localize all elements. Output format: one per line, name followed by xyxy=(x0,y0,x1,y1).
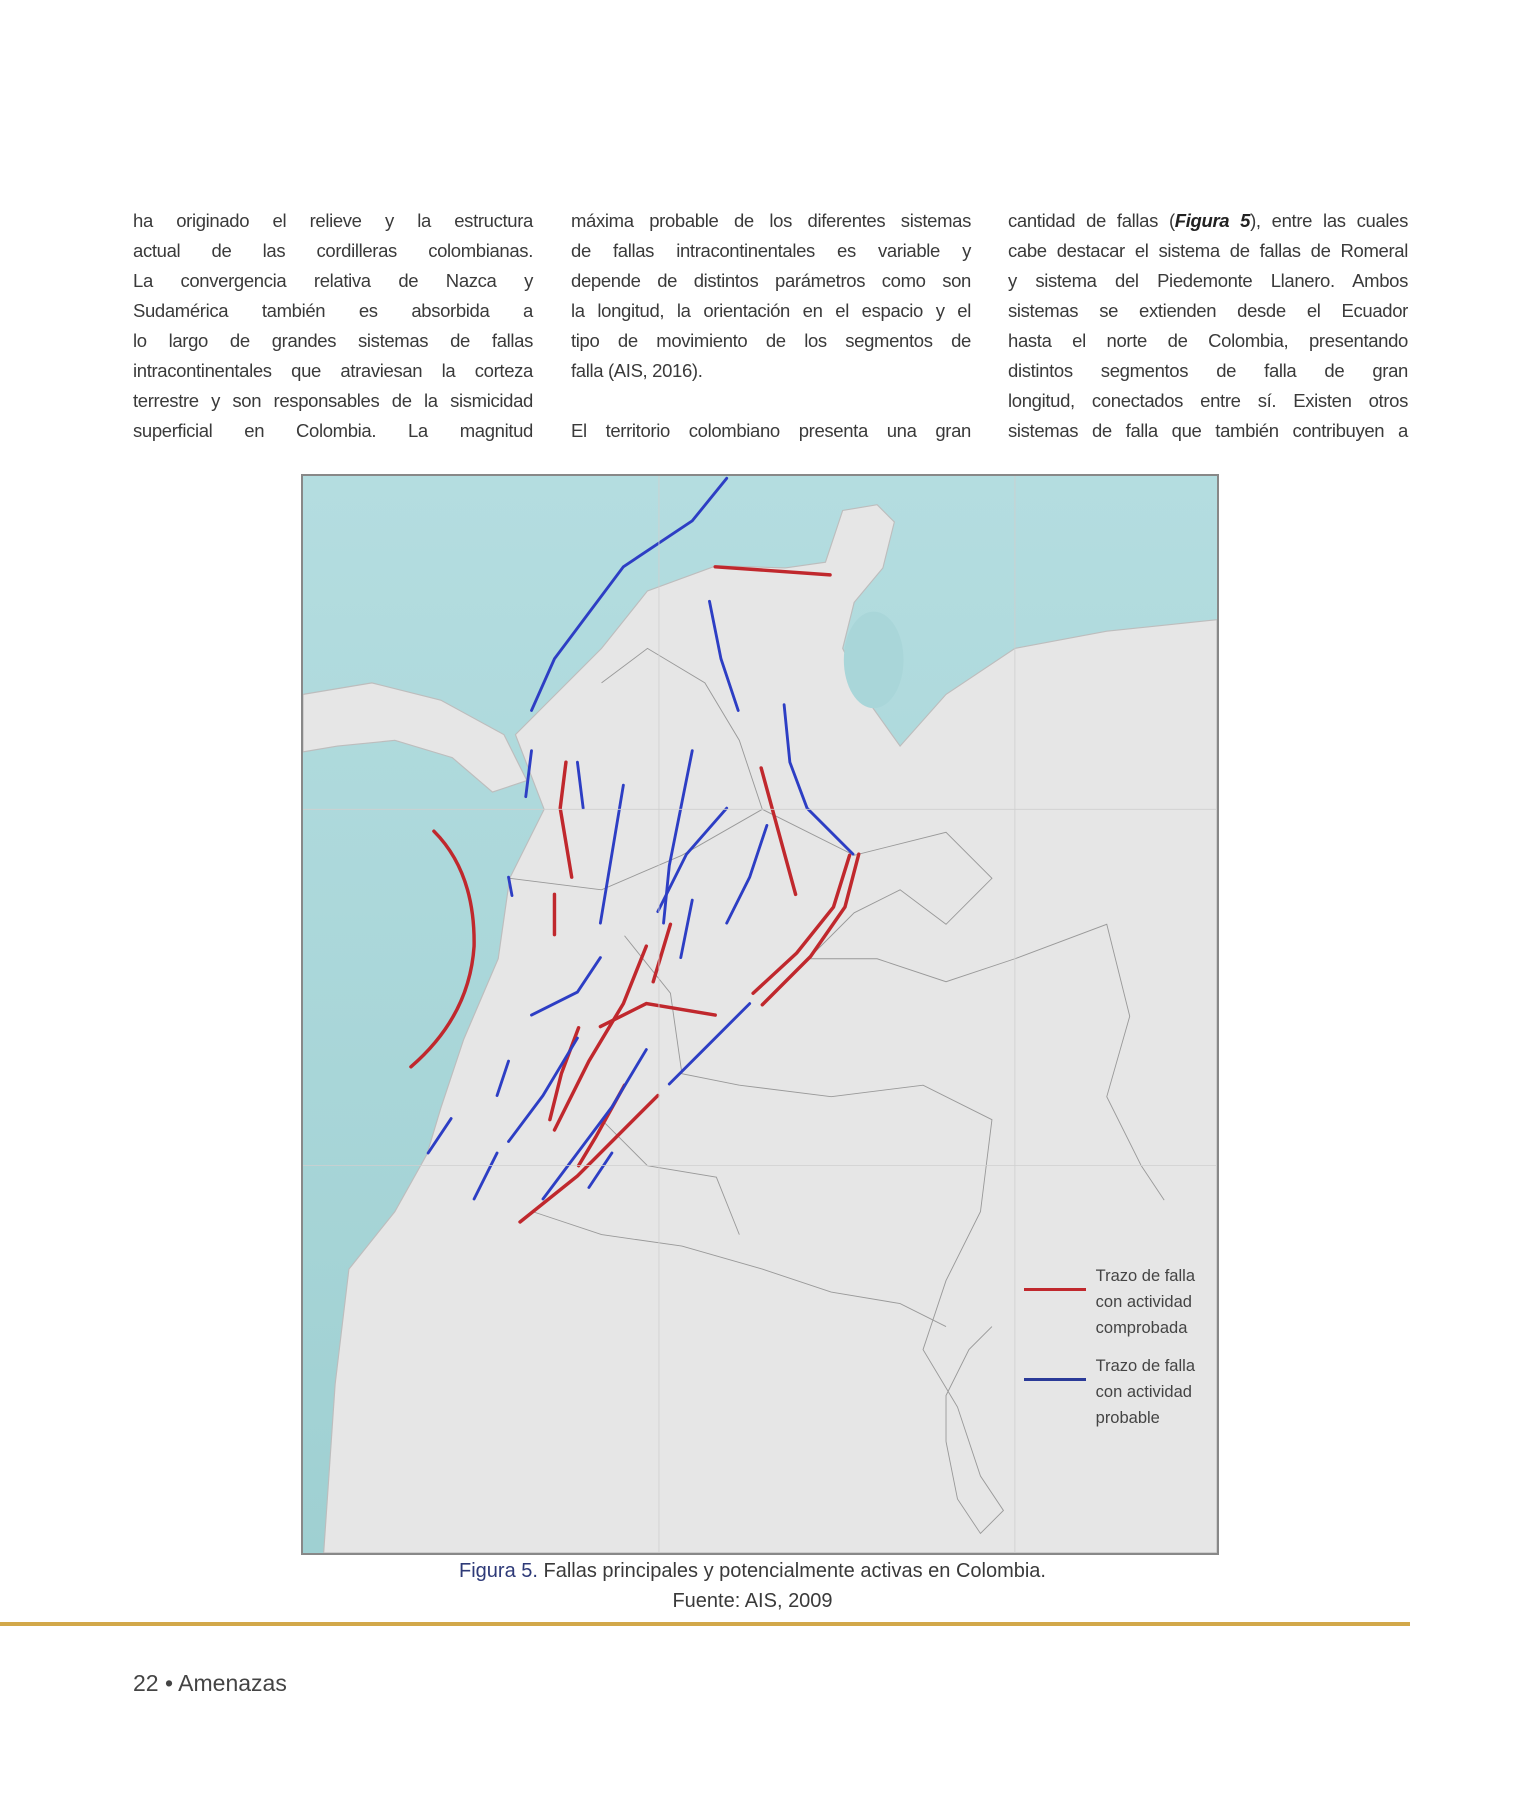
legend-text: Trazo de falla xyxy=(1095,1267,1195,1285)
text-line xyxy=(1008,206,1408,236)
footer-divider xyxy=(0,1622,1410,1626)
fault-map-figure xyxy=(301,474,1219,1555)
section-name: Amenazas xyxy=(178,1670,287,1696)
text-line: lo largo de grandes sistemas de fallas xyxy=(133,330,533,351)
text-line: La convergencia relativa de Nazca y xyxy=(133,270,533,291)
text-segment: ), entre las cuales xyxy=(1250,210,1408,231)
text-segment: cantidad de fallas ( xyxy=(1008,210,1175,231)
lake-maracaibo xyxy=(844,612,904,709)
text-line: sistemas de falla que también contribuyen a xyxy=(1008,420,1408,441)
text-line: depende de distintos parámetros como son xyxy=(571,270,971,291)
legend-swatch-blue xyxy=(1024,1378,1086,1381)
text-line: longitud, conectados entre sí. Existen otros xyxy=(1008,390,1408,411)
caption-text: Fallas principales y potencialmente activas en Colombia. xyxy=(537,1560,1046,1582)
text-line: distintos segmentos de falla de gran xyxy=(1008,360,1408,381)
text-line: de fallas intracontinentales es variable y xyxy=(571,240,971,261)
legend-text: probable xyxy=(1095,1409,1160,1427)
legend-text: con actividad xyxy=(1095,1383,1192,1401)
legend-item-probable xyxy=(1096,1353,1195,1431)
text-line: El territorio colombiano presenta una gran xyxy=(571,420,971,441)
figure-source: Fuente: AIS, 2009 xyxy=(672,1590,833,1612)
text-line: ha originado el relieve y la estructura xyxy=(133,210,533,231)
footer-separator: • xyxy=(164,1670,174,1696)
text-line: falla (AIS, 2016). xyxy=(571,360,703,381)
figure-caption xyxy=(0,1560,1520,1583)
text-column-2 xyxy=(571,206,971,446)
text-line: cabe destacar el sistema de fallas de Romeral xyxy=(1008,240,1408,261)
page-footer xyxy=(133,1670,287,1697)
text-line: máxima probable de los diferentes sistemas xyxy=(571,210,971,231)
text-line: la longitud, la orientación en el espacio y el xyxy=(571,300,971,321)
text-line: actual de las cordilleras colombianas. xyxy=(133,240,533,261)
text-line: Sudamérica también es absorbida a xyxy=(133,300,533,321)
text-column-3 xyxy=(1008,206,1408,446)
text-line: terrestre y son responsables de la sismicidad xyxy=(133,390,533,411)
legend-text: comprobada xyxy=(1095,1319,1188,1337)
text-line: hasta el norte de Colombia, presentando xyxy=(1008,330,1408,351)
text-line: tipo de movimiento de los segmentos de xyxy=(571,330,971,351)
figure-reference: Figura 5 xyxy=(1174,210,1251,231)
text-line: sistemas se extienden desde el Ecuador xyxy=(1008,300,1408,321)
legend-swatch-red xyxy=(1024,1288,1086,1291)
text-line: intracontinentales que atraviesan la corteza xyxy=(133,360,533,381)
text-column-1 xyxy=(133,206,533,446)
text-line-blank xyxy=(571,386,971,416)
colombia-fault-map xyxy=(303,476,1217,1553)
text-line: y sistema del Piedemonte Llanero. Ambos xyxy=(1008,270,1408,291)
page-number: 22 xyxy=(133,1670,159,1696)
caption-label: Figura 5. xyxy=(459,1560,538,1582)
legend-text: con actividad xyxy=(1095,1293,1192,1311)
text-line: superficial en Colombia. La magnitud xyxy=(133,420,533,441)
legend-item-confirmed xyxy=(1096,1263,1195,1341)
legend-text: Trazo de falla xyxy=(1095,1357,1195,1375)
